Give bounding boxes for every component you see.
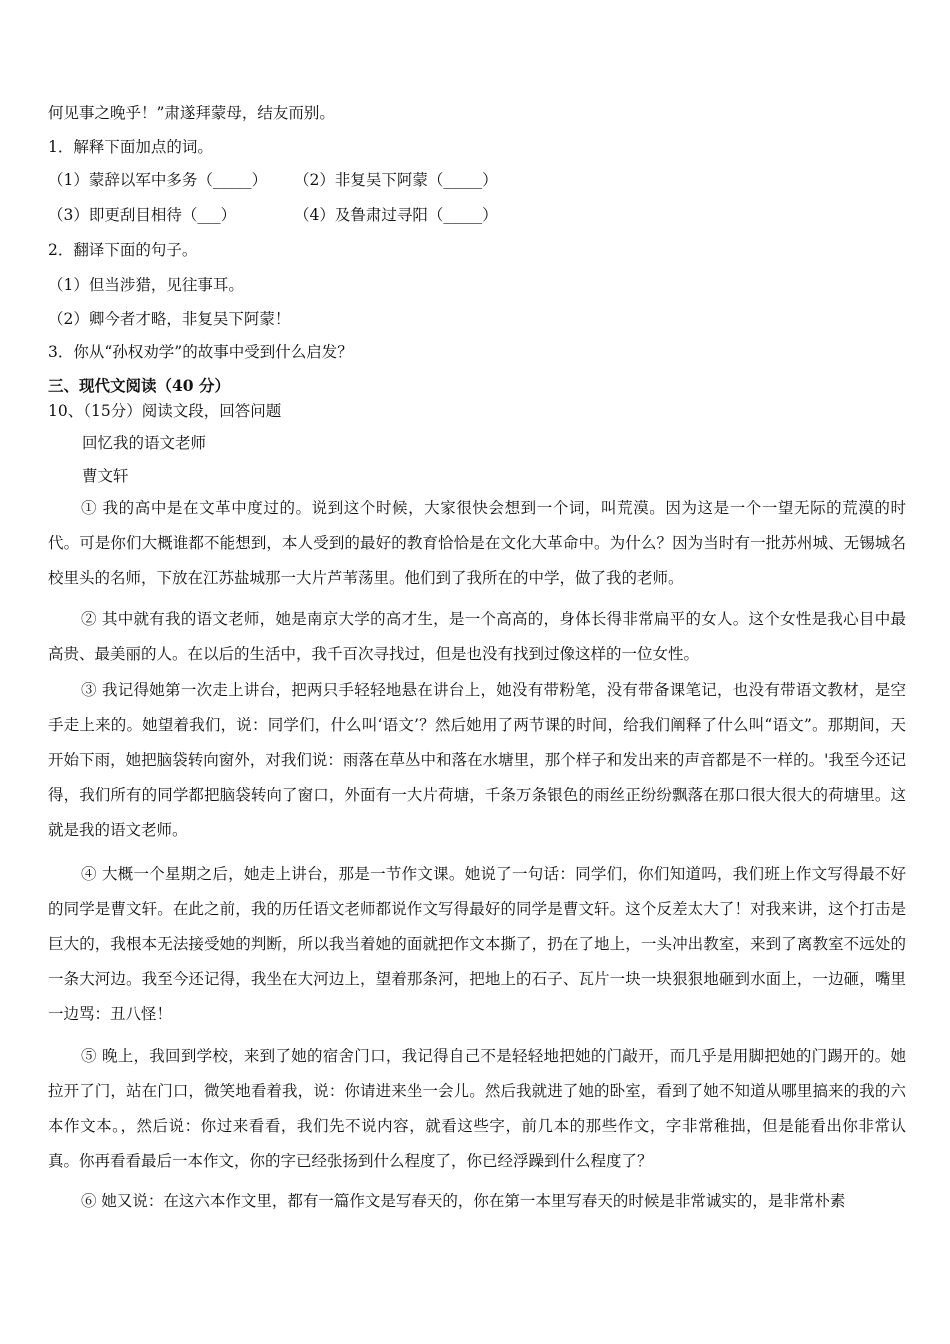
- paragraph-6: ⑥ 她又说：在这六本作文里，都有一篇作文是写春天的，你在第一本里写春天的时候是非常诚实的，是非常朴素: [81, 1192, 846, 1210]
- question-3-heading: 3．你从“孙权劝学”的故事中受到什么启发？: [48, 343, 353, 361]
- paragraph-2: ② 其中就有我的语文老师，她是南京大学的高才生，是一个高高的，身体长得非常扁平的女人。这个女性是我心目中最高贵、最美丽的人。在以后的生活中，我千百次寻找过，但是也没有找到过像这样的一位女性。: [48, 610, 906, 663]
- paragraph-3: ③ 我记得她第一次走上讲台，把两只手轻轻地悬在讲台上，她没有带粉笔，没有带备课笔记，也没有带语文教材，是空手走上来的。她望着我们，说：同学们，什么叫‘语文’？然后她用了两节课的时间，给我们阐释了什么叫“语文”。那期间，天开始下雨，她把脑袋转向窗外，对我们说：雨落在草丛中和落在水塘里，那个样子和发出来的声音都是不一样的。'我至今还记得，我们所有的同学都把脑袋转向了窗口，外面有一大片荷塘，千条万条银色的雨丝正纷纷飘落在那口很大很大的荷塘里。这就是我的语文老师。: [48, 681, 906, 839]
- passage-end-line: 何见事之晚乎！”肃遂拜蒙母，结友而别。: [48, 104, 335, 122]
- paragraph-5: ⑤ 晚上，我回到学校，来到了她的宿舍门口，我记得自己不是轻轻地把她的门敲开，而几乎是用脚把她的门踢开的。她拉开了门，站在门口，微笑地看着我，说：你请进来坐一会儿。然后我就进了她的卧室，看到了她不知道从哪里搞来的我的六本作文本。，然后说：你过来看看，我们先不说内容，就看这些字，前几本的那些作文，字非常稚拙，但是能看出你非常认真。你再看看最后一本作文，你的字已经张扬到什么程度了，你已经浮躁到什么程度了？: [48, 1047, 906, 1170]
- question-1-heading: 1．解释下面加点的词。: [48, 138, 213, 156]
- question-1-item-3: （3）即更刮目相待（___）: [48, 206, 237, 224]
- article-author: 曹文轩: [82, 467, 129, 485]
- question-2-heading: 2．翻译下面的句子。: [48, 241, 198, 259]
- question-10-heading: 10、（15分）阅读文段，回答问题: [48, 402, 282, 420]
- question-1-item-2: （2）非复吴下阿蒙（_____）: [294, 171, 498, 189]
- paragraph-4: ④ 大概一个星期之后，她走上讲台，那是一节作文课。她说了一句话：同学们，你们知道吗，我们班上作文写得最不好的同学是曹文轩。在此之前，我的历任语文老师都说作文写得最好的同学是曹文轩。这个反差太大了！对我来讲，这个打击是巨大的，我根本无法接受她的判断，所以我当着她的面就把作文本撕了，扔在了地上，一头冲出教室，来到了离教室不远处的一条大河边。我至今还记得，我坐在大河边上，望着那条河，把地上的石子、瓦片一块一块狠狠地砸到水面上，一边砸，嘴里一边骂：丑八怪！: [48, 865, 906, 1023]
- question-2-item-1: （1）但当涉猎，见往事耳。: [48, 276, 244, 294]
- section-3-heading: 三、现代文阅读（40 分）: [48, 376, 230, 395]
- question-1-item-1: （1）蒙辞以军中多务（_____）: [48, 171, 268, 189]
- question-1-item-4: （4）及鲁肃过寻阳（_____）: [294, 206, 498, 224]
- question-2-item-2: （2）卿今者才略，非复吴下阿蒙！: [48, 310, 291, 328]
- paragraph-1: ① 我的高中是在文革中度过的。说到这个时候，大家很快会想到一个词，叫荒漠。因为这是一个一望无际的荒漠的时代。可是你们大概谁都不能想到，本人受到的最好的教育恰恰是在文化大革命中。为什么？因为当时有一批苏州城、无锡城名校里头的名师，下放在江苏盐城那一大片芦苇荡里。他们到了我所在的中学，做了我的老师。: [48, 499, 906, 587]
- article-title: 回忆我的语文老师: [82, 434, 207, 452]
